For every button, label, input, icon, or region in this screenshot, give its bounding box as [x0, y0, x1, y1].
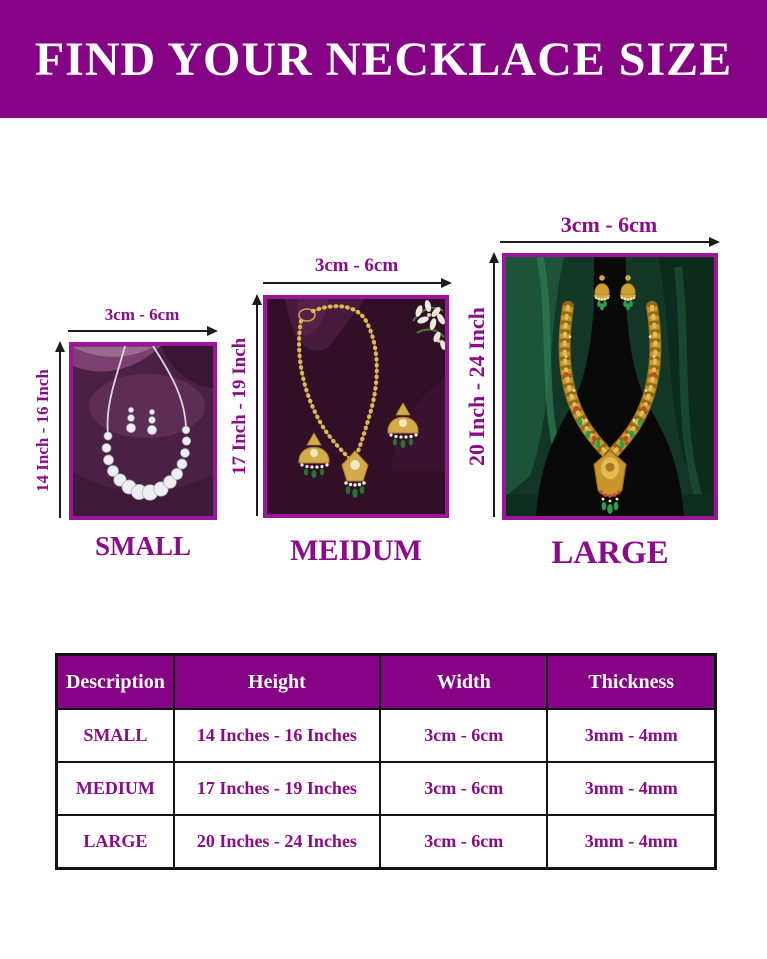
- table-header-row: [57, 655, 716, 710]
- large-height-label: 20 Inch - 24 Inch: [464, 307, 489, 466]
- small-width-arrow-icon: [68, 330, 216, 332]
- table-row: [57, 815, 716, 869]
- cell-height: 14 Inches - 16 Inches: [174, 709, 380, 762]
- medium-width-label: 3cm - 6cm: [314, 255, 399, 276]
- small-necklace-photo: [69, 342, 217, 520]
- col-header-width: Width: [380, 655, 547, 710]
- medium-necklace-illustration: [267, 299, 445, 514]
- cell-thickness: 3mm - 4mm: [547, 709, 715, 762]
- cell-height: 17 Inches - 19 Inches: [174, 762, 380, 815]
- small-necklace-illustration: [73, 346, 213, 516]
- page-title: FIND YOUR NECKLACE SIZE: [34, 32, 733, 86]
- cell-thickness: 3mm - 4mm: [547, 815, 715, 869]
- cell-width: 3cm - 6cm: [380, 762, 547, 815]
- table-row: [57, 709, 716, 762]
- medium-necklace-photo: [263, 295, 449, 518]
- small-caption: SMALL: [94, 531, 192, 561]
- large-width-arrow-icon: [500, 241, 718, 243]
- cell-thickness: 3mm - 4mm: [547, 762, 715, 815]
- medium-width-arrow-icon: [263, 282, 450, 284]
- cell-width: 3cm - 6cm: [380, 815, 547, 869]
- header-banner: [0, 0, 767, 118]
- large-caption: LARGE: [551, 535, 669, 571]
- table-row: [57, 762, 716, 815]
- small-height-label: 14 Inch - 16 Inch: [33, 369, 52, 493]
- cell-height: 20 Inches - 24 Inches: [174, 815, 380, 869]
- cell-description: SMALL: [57, 709, 174, 762]
- large-necklace-photo: [502, 253, 718, 520]
- cell-description: LARGE: [57, 815, 174, 869]
- col-header-height: Height: [174, 655, 380, 710]
- medium-caption: MEIDUM: [290, 534, 422, 567]
- cell-description: MEDIUM: [57, 762, 174, 815]
- col-header-thickness: Thickness: [547, 655, 715, 710]
- small-height-arrow-icon: [59, 343, 61, 518]
- medium-height-arrow-icon: [256, 296, 258, 516]
- size-table: [55, 653, 717, 870]
- large-necklace-illustration: [506, 257, 714, 516]
- col-header-description: Description: [57, 655, 174, 710]
- cell-width: 3cm - 6cm: [380, 709, 547, 762]
- large-height-arrow-icon: [493, 254, 495, 517]
- small-width-label: 3cm - 6cm: [104, 305, 180, 324]
- medium-height-label: 17 Inch - 19 Inch: [229, 337, 250, 476]
- large-width-label: 3cm - 6cm: [560, 212, 658, 237]
